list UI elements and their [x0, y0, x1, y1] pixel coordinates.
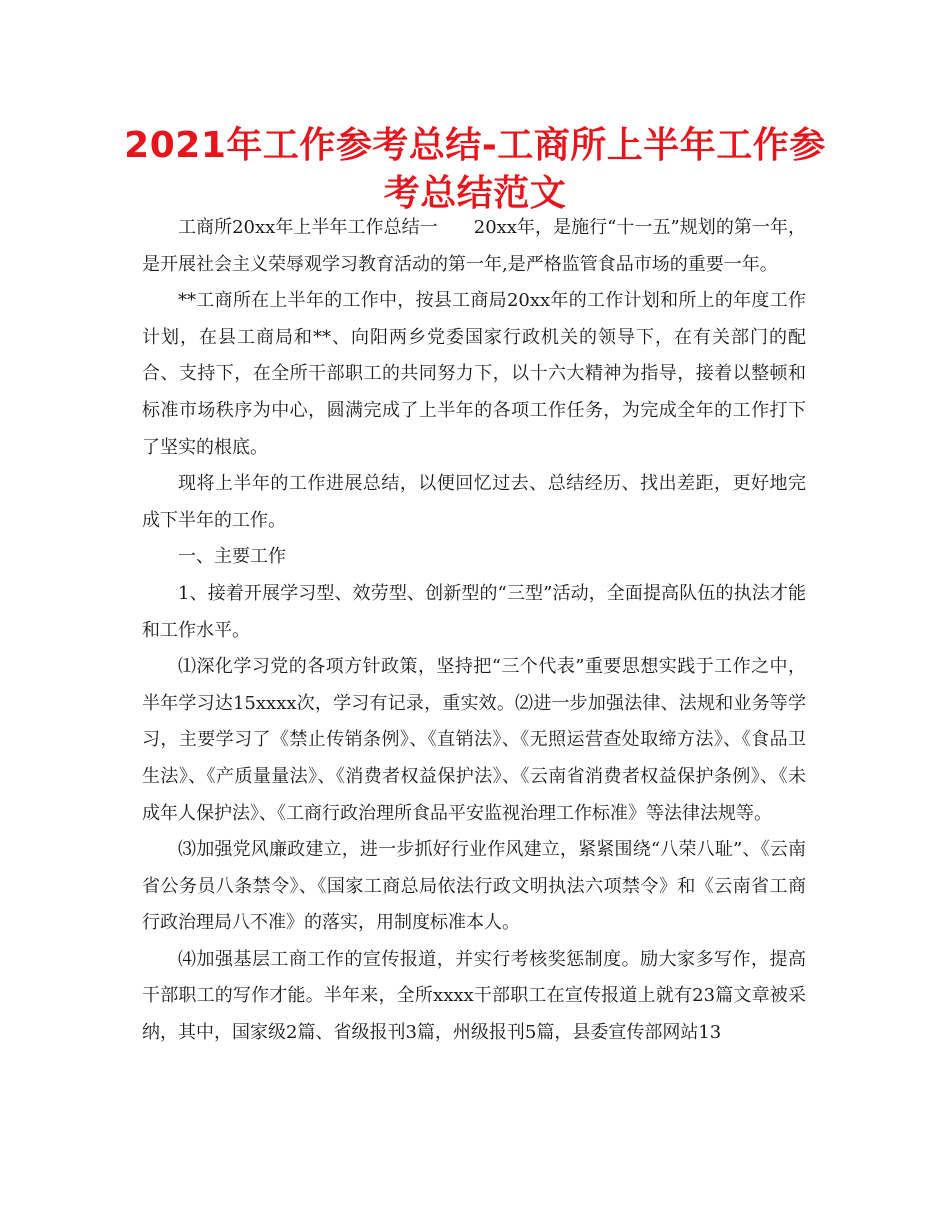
- paragraph: 工商所20xx年上半年工作总结一 20xx年，是施行“十一五”规划的第一年，是开展社会主义荣辱观学习教育活动的第一年,是严格监管食品市场的重要一年。: [142, 217, 806, 275]
- document-body: [142, 210, 806, 1052]
- paragraph: **工商所在上半年的工作中，按县工商局20xx年的工作计划和所上的年度工作计划，在县工商局和**、向阳两乡党委国家行政机关的领导下，在有关部门的配合、支持下，在全所干部职工的共同努力下，以十六大精神为指导，接着以整顿和标准市场秩序为中心，圆满完成了上半年的各项工作任务，为完成全年的工作打下了坚实的根底。: [142, 290, 806, 458]
- paragraph: ⑷加强基层工商工作的宣传报道，并实行考核奖惩制度。励大家多写作，提高干部职工的写作才能。半年来，全所xxxx干部职工在宣传报道上就有23篇文章被采纳，其中，国家级2篇、省级报刊3篇，州级报刊5篇，县委宣传部网站13: [142, 948, 806, 1044]
- document-title: 2021年工作参考总结-工商所上半年工作参考总结范文: [124, 125, 826, 214]
- paragraph: 现将上半年的工作进展总结，以便回忆过去、总结经历、找出差距，更好地完成下半年的工作。: [142, 473, 806, 531]
- paragraph: ⑴深化学习党的各项方针政策，坚持把“三个代表”重要思想实践于工作之中，半年学习达15xxxx次，学习有记录，重实效。⑵进一步加强法律、法规和业务等学习，主要学习了《禁止传销条例》、《直销法》、《无照运营查处取缔方法》、《食品卫生法》、《产质量量法》、《消费者权益保护法》、《云南省消费者权益保护条例》、《未成年人保护法》、《工商行政治理所食品平安监视治理工作标准》等法律法规等。: [142, 656, 806, 824]
- paragraph: ⑶加强党风廉政建立，进一步抓好行业作风建立，紧紧围绕“八荣八耻”、《云南省公务员八条禁令》、《国家工商总局依法行政文明执法六项禁令》和《云南省工商行政治理局八不准》的落实，用制度标准本人。: [142, 839, 806, 934]
- paragraph: 1、接着开展学习型、效劳型、创新型的“三型”活动，全面提高队伍的执法才能和工作水平。: [142, 582, 806, 641]
- section-heading: 一、主要工作: [178, 546, 286, 568]
